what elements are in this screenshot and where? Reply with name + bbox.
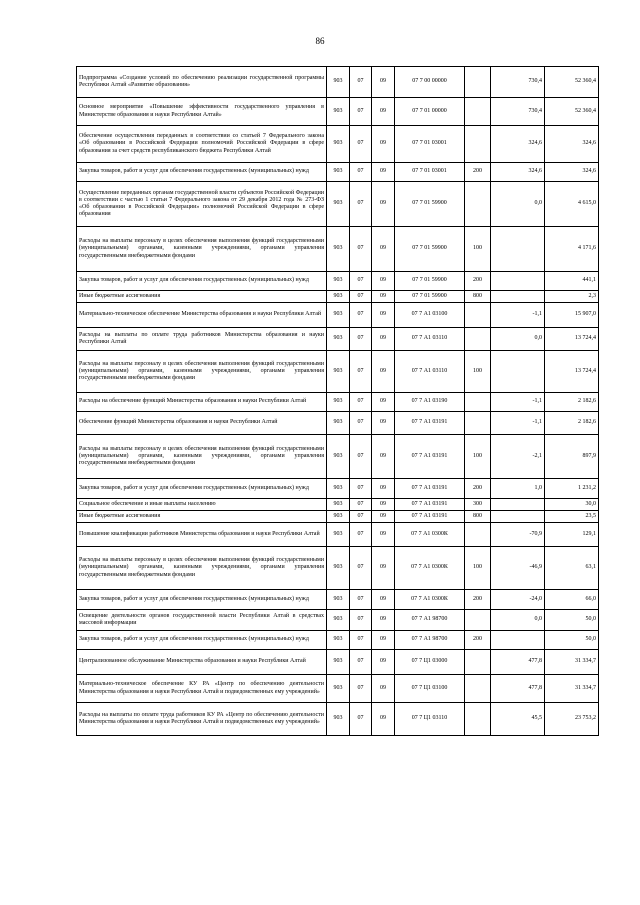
cell-change bbox=[491, 631, 545, 650]
cell-subsection: 09 bbox=[372, 412, 395, 435]
cell-target-article: 07 7 Ц1 03100 bbox=[395, 675, 465, 703]
cell-expense-type: 800 bbox=[465, 511, 491, 523]
cell-name: Освещение деятельности органов государственной власти Республики Алтай в средствах массовой информации bbox=[77, 610, 327, 631]
cell-expense-type: 100 bbox=[465, 227, 491, 272]
cell-grbs: 903 bbox=[327, 98, 350, 126]
cell-grbs: 903 bbox=[327, 272, 350, 291]
cell-grbs: 903 bbox=[327, 479, 350, 499]
table-row bbox=[77, 272, 599, 291]
cell-section: 07 bbox=[350, 547, 372, 590]
cell-section: 07 bbox=[350, 98, 372, 126]
table-row bbox=[77, 351, 599, 393]
cell-subsection: 09 bbox=[372, 227, 395, 272]
table-row bbox=[77, 303, 599, 328]
cell-total: 129,1 bbox=[545, 523, 599, 547]
cell-name: Расходы на выплаты по оплате труда работников Министерства образования и науки Республики Алтай bbox=[77, 328, 327, 351]
table-row bbox=[77, 610, 599, 631]
cell-target-article: 07 7 А1 98700 bbox=[395, 631, 465, 650]
cell-section: 07 bbox=[350, 511, 372, 523]
cell-section: 07 bbox=[350, 393, 372, 412]
cell-grbs: 903 bbox=[327, 351, 350, 393]
cell-total: 2 182,6 bbox=[545, 412, 599, 435]
cell-expense-type: 200 bbox=[465, 631, 491, 650]
cell-target-article: 07 7 А1 03191 bbox=[395, 511, 465, 523]
cell-total: 52 360,4 bbox=[545, 67, 599, 98]
cell-subsection: 09 bbox=[372, 675, 395, 703]
cell-target-article: 07 7 А1 98700 bbox=[395, 610, 465, 631]
cell-section: 07 bbox=[350, 523, 372, 547]
cell-expense-type: 100 bbox=[465, 547, 491, 590]
cell-subsection: 09 bbox=[372, 703, 395, 736]
cell-target-article: 07 7 01 59900 bbox=[395, 291, 465, 303]
cell-section: 07 bbox=[350, 163, 372, 182]
cell-section: 07 bbox=[350, 182, 372, 227]
cell-grbs: 903 bbox=[327, 393, 350, 412]
cell-change bbox=[491, 511, 545, 523]
cell-section: 07 bbox=[350, 650, 372, 675]
cell-change: -70,9 bbox=[491, 523, 545, 547]
cell-total: 23 753,2 bbox=[545, 703, 599, 736]
cell-subsection: 09 bbox=[372, 499, 395, 511]
table-row bbox=[77, 590, 599, 610]
cell-expense-type: 100 bbox=[465, 351, 491, 393]
cell-total: 897,9 bbox=[545, 435, 599, 479]
cell-target-article: 07 7 00 00000 bbox=[395, 67, 465, 98]
cell-name: Материально-техническое обеспечение Министерства образования и науки Республики Алтай bbox=[77, 303, 327, 328]
cell-change: 477,8 bbox=[491, 650, 545, 675]
cell-change: -24,0 bbox=[491, 590, 545, 610]
cell-name: Расходы на обеспечение функций Министерства образования и науки Республики Алтай bbox=[77, 393, 327, 412]
cell-subsection: 09 bbox=[372, 182, 395, 227]
cell-total: 2,3 bbox=[545, 291, 599, 303]
cell-expense-type: 100 bbox=[465, 435, 491, 479]
cell-name: Расходы на выплаты персоналу в целях обеспечения выполнения функций государственными (муниципальными) органами, казенными учреждениями, органами управления государственными внебюджетными фондами bbox=[77, 435, 327, 479]
cell-section: 07 bbox=[350, 435, 372, 479]
cell-expense-type bbox=[465, 412, 491, 435]
cell-section: 07 bbox=[350, 479, 372, 499]
cell-total: 66,0 bbox=[545, 590, 599, 610]
cell-change: -46,9 bbox=[491, 547, 545, 590]
cell-expense-type bbox=[465, 328, 491, 351]
cell-total: 13 724,4 bbox=[545, 328, 599, 351]
table-row bbox=[77, 98, 599, 126]
cell-section: 07 bbox=[350, 351, 372, 393]
table-row bbox=[77, 393, 599, 412]
cell-target-article: 07 7 А1 03191 bbox=[395, 435, 465, 479]
table-row bbox=[77, 511, 599, 523]
cell-total: 13 724,4 bbox=[545, 351, 599, 393]
cell-target-article: 07 7 А1 03110 bbox=[395, 328, 465, 351]
cell-section: 07 bbox=[350, 328, 372, 351]
table-row bbox=[77, 675, 599, 703]
cell-change bbox=[491, 499, 545, 511]
table-row bbox=[77, 547, 599, 590]
table-row bbox=[77, 479, 599, 499]
cell-name: Закупка товаров, работ и услуг для обеспечения государственных (муниципальных) нужд bbox=[77, 479, 327, 499]
cell-total: 15 907,0 bbox=[545, 303, 599, 328]
cell-name: Обеспечение осуществления переданных в соответствии со статьей 7 Федерального закона «Об образовании в Российской Федерации полномочий Российской Федерации в сфере образования за счет средств республиканского бюджета Республики Алтай bbox=[77, 126, 327, 163]
cell-target-article: 07 7 01 00000 bbox=[395, 98, 465, 126]
cell-subsection: 09 bbox=[372, 98, 395, 126]
cell-name: Расходы на выплаты персоналу в целях обеспечения выполнения функций государственными (муниципальными) органами, казенными учреждениями, органами управления государственными внебюджетными фондами bbox=[77, 227, 327, 272]
table-row bbox=[77, 328, 599, 351]
cell-change: 730,4 bbox=[491, 67, 545, 98]
cell-expense-type bbox=[465, 98, 491, 126]
cell-change: 730,4 bbox=[491, 98, 545, 126]
cell-section: 07 bbox=[350, 291, 372, 303]
cell-expense-type bbox=[465, 703, 491, 736]
cell-expense-type: 300 bbox=[465, 499, 491, 511]
cell-change: -2,1 bbox=[491, 435, 545, 479]
cell-total: 31 334,7 bbox=[545, 675, 599, 703]
cell-grbs: 903 bbox=[327, 590, 350, 610]
cell-name: Обеспечение функций Министерства образования и науки Республики Алтай bbox=[77, 412, 327, 435]
cell-section: 07 bbox=[350, 227, 372, 272]
cell-grbs: 903 bbox=[327, 610, 350, 631]
cell-subsection: 09 bbox=[372, 351, 395, 393]
cell-grbs: 903 bbox=[327, 328, 350, 351]
table-row bbox=[77, 631, 599, 650]
cell-target-article: 07 7 А1 03191 bbox=[395, 412, 465, 435]
cell-section: 07 bbox=[350, 412, 372, 435]
cell-name: Повышение квалификации работников Министерства образования и науки Республики Алтай bbox=[77, 523, 327, 547]
cell-name: Закупка товаров, работ и услуг для обеспечения государственных (муниципальных) нужд bbox=[77, 163, 327, 182]
cell-total: 324,6 bbox=[545, 126, 599, 163]
cell-target-article: 07 7 А1 0300К bbox=[395, 547, 465, 590]
cell-section: 07 bbox=[350, 67, 372, 98]
cell-expense-type: 200 bbox=[465, 163, 491, 182]
cell-grbs: 903 bbox=[327, 523, 350, 547]
cell-target-article: 07 7 А1 0300К bbox=[395, 590, 465, 610]
cell-change bbox=[491, 351, 545, 393]
cell-section: 07 bbox=[350, 631, 372, 650]
table-row bbox=[77, 650, 599, 675]
table-row bbox=[77, 435, 599, 479]
cell-expense-type: 200 bbox=[465, 479, 491, 499]
cell-name: Закупка товаров, работ и услуг для обеспечения государственных (муниципальных) нужд bbox=[77, 272, 327, 291]
cell-target-article: 07 7 Ц1 03000 bbox=[395, 650, 465, 675]
cell-change: 0,0 bbox=[491, 182, 545, 227]
cell-subsection: 09 bbox=[372, 272, 395, 291]
cell-subsection: 09 bbox=[372, 328, 395, 351]
cell-subsection: 09 bbox=[372, 479, 395, 499]
cell-total: 31 334,7 bbox=[545, 650, 599, 675]
cell-expense-type bbox=[465, 182, 491, 227]
table-row bbox=[77, 291, 599, 303]
cell-total: 30,0 bbox=[545, 499, 599, 511]
cell-expense-type: 200 bbox=[465, 590, 491, 610]
cell-target-article: 07 7 А1 03110 bbox=[395, 351, 465, 393]
cell-total: 324,6 bbox=[545, 163, 599, 182]
cell-name: Расходы на выплаты по оплате труда работников КУ РА «Центр по обеспечению деятельности Министерства образования и науки Республики Алтай и подведомственных ему учреждений» bbox=[77, 703, 327, 736]
cell-total: 52 360,4 bbox=[545, 98, 599, 126]
cell-name: Подпрограмма «Создание условий по обеспечению реализации государственной программы Республики Алтай «Развитие образования» bbox=[77, 67, 327, 98]
cell-change bbox=[491, 227, 545, 272]
cell-expense-type bbox=[465, 675, 491, 703]
cell-grbs: 903 bbox=[327, 163, 350, 182]
cell-section: 07 bbox=[350, 499, 372, 511]
cell-subsection: 09 bbox=[372, 523, 395, 547]
cell-expense-type bbox=[465, 650, 491, 675]
cell-change: -1,1 bbox=[491, 303, 545, 328]
cell-subsection: 09 bbox=[372, 547, 395, 590]
cell-subsection: 09 bbox=[372, 393, 395, 412]
cell-grbs: 903 bbox=[327, 291, 350, 303]
cell-name: Закупка товаров, работ и услуг для обеспечения государственных (муниципальных) нужд bbox=[77, 631, 327, 650]
cell-expense-type bbox=[465, 393, 491, 412]
cell-total: 441,1 bbox=[545, 272, 599, 291]
cell-section: 07 bbox=[350, 126, 372, 163]
cell-name: Социальное обеспечение и иные выплаты населению bbox=[77, 499, 327, 511]
cell-name: Осуществление переданных органам государственной власти субъектов Российской Федерации в соответствии с частью 1 статьи 7 Федерального закона от 29 декабря 2012 года № 273-ФЗ «Об образовании в Российской Федерации» полномочий Российской Федерации в сфере образования bbox=[77, 182, 327, 227]
cell-section: 07 bbox=[350, 590, 372, 610]
cell-name: Закупка товаров, работ и услуг для обеспечения государственных (муниципальных) нужд bbox=[77, 590, 327, 610]
table-row bbox=[77, 703, 599, 736]
cell-change: 1,0 bbox=[491, 479, 545, 499]
cell-target-article: 07 7 А1 03191 bbox=[395, 499, 465, 511]
cell-subsection: 09 bbox=[372, 610, 395, 631]
cell-target-article: 07 7 А1 03100 bbox=[395, 303, 465, 328]
cell-target-article: 07 7 01 59900 bbox=[395, 182, 465, 227]
cell-target-article: 07 7 01 59900 bbox=[395, 272, 465, 291]
cell-total: 1 231,2 bbox=[545, 479, 599, 499]
cell-grbs: 903 bbox=[327, 631, 350, 650]
table-row bbox=[77, 126, 599, 163]
cell-grbs: 903 bbox=[327, 182, 350, 227]
cell-section: 07 bbox=[350, 675, 372, 703]
cell-section: 07 bbox=[350, 703, 372, 736]
cell-target-article: 07 7 01 03001 bbox=[395, 126, 465, 163]
table-row bbox=[77, 67, 599, 98]
cell-total: 63,1 bbox=[545, 547, 599, 590]
cell-subsection: 09 bbox=[372, 435, 395, 479]
cell-change: 324,6 bbox=[491, 163, 545, 182]
cell-subsection: 09 bbox=[372, 163, 395, 182]
page-number: 86 bbox=[315, 36, 325, 46]
cell-target-article: 07 7 А1 03190 bbox=[395, 393, 465, 412]
cell-grbs: 903 bbox=[327, 547, 350, 590]
cell-section: 07 bbox=[350, 610, 372, 631]
cell-name: Основное мероприятие «Повышение эффективности государственного управления в Министерстве образования и науки Республики Алтай» bbox=[77, 98, 327, 126]
cell-change bbox=[491, 272, 545, 291]
cell-expense-type: 800 bbox=[465, 291, 491, 303]
cell-change: 477,8 bbox=[491, 675, 545, 703]
cell-subsection: 09 bbox=[372, 67, 395, 98]
cell-grbs: 903 bbox=[327, 675, 350, 703]
table-row bbox=[77, 523, 599, 547]
cell-name: Расходы на выплаты персоналу в целях обеспечения выполнения функций государственными (муниципальными) органами, казенными учреждениями, органами управления государственными внебюджетными фондами bbox=[77, 351, 327, 393]
cell-expense-type bbox=[465, 303, 491, 328]
cell-change bbox=[491, 291, 545, 303]
cell-grbs: 903 bbox=[327, 303, 350, 328]
table-row bbox=[77, 499, 599, 511]
cell-name: Иные бюджетные ассигнования bbox=[77, 511, 327, 523]
cell-expense-type bbox=[465, 610, 491, 631]
cell-section: 07 bbox=[350, 272, 372, 291]
cell-expense-type bbox=[465, 126, 491, 163]
budget-table bbox=[76, 66, 599, 736]
cell-subsection: 09 bbox=[372, 126, 395, 163]
cell-expense-type bbox=[465, 67, 491, 98]
cell-name: Материально-техническое обеспечение КУ РА «Центр по обеспечению деятельности Министерства образования и науки Республики Алтай и подведомственных ему учреждений» bbox=[77, 675, 327, 703]
table-row bbox=[77, 412, 599, 435]
cell-subsection: 09 bbox=[372, 291, 395, 303]
cell-expense-type: 200 bbox=[465, 272, 491, 291]
cell-total: 4 171,6 bbox=[545, 227, 599, 272]
cell-total: 50,0 bbox=[545, 631, 599, 650]
cell-grbs: 903 bbox=[327, 511, 350, 523]
cell-target-article: 07 7 А1 03191 bbox=[395, 479, 465, 499]
cell-grbs: 903 bbox=[327, 703, 350, 736]
cell-subsection: 09 bbox=[372, 631, 395, 650]
cell-grbs: 903 bbox=[327, 435, 350, 479]
cell-grbs: 903 bbox=[327, 227, 350, 272]
cell-name: Централизованное обслуживание Министерства образования и науки Республики Алтай bbox=[77, 650, 327, 675]
cell-grbs: 903 bbox=[327, 412, 350, 435]
cell-total: 23,5 bbox=[545, 511, 599, 523]
cell-section: 07 bbox=[350, 303, 372, 328]
cell-subsection: 09 bbox=[372, 511, 395, 523]
cell-name: Расходы на выплаты персоналу в целях обеспечения выполнения функций государственными (муниципальными) органами, казенными учреждениями, органами управления государственными внебюджетными фондами bbox=[77, 547, 327, 590]
cell-target-article: 07 7 01 59900 bbox=[395, 227, 465, 272]
cell-change: -1,1 bbox=[491, 412, 545, 435]
cell-subsection: 09 bbox=[372, 303, 395, 328]
cell-target-article: 07 7 А1 0300К bbox=[395, 523, 465, 547]
cell-total: 4 615,0 bbox=[545, 182, 599, 227]
table-row bbox=[77, 182, 599, 227]
cell-change: -1,1 bbox=[491, 393, 545, 412]
cell-total: 50,0 bbox=[545, 610, 599, 631]
cell-target-article: 07 7 01 03001 bbox=[395, 163, 465, 182]
cell-change: 45,5 bbox=[491, 703, 545, 736]
cell-change: 0,0 bbox=[491, 610, 545, 631]
cell-subsection: 09 bbox=[372, 590, 395, 610]
cell-name: Иные бюджетные ассигнования bbox=[77, 291, 327, 303]
cell-expense-type bbox=[465, 523, 491, 547]
cell-change: 324,6 bbox=[491, 126, 545, 163]
cell-target-article: 07 7 Ц1 03110 bbox=[395, 703, 465, 736]
table-row bbox=[77, 163, 599, 182]
table-row bbox=[77, 227, 599, 272]
cell-grbs: 903 bbox=[327, 499, 350, 511]
cell-total: 2 182,6 bbox=[545, 393, 599, 412]
cell-change: 0,0 bbox=[491, 328, 545, 351]
cell-grbs: 903 bbox=[327, 126, 350, 163]
cell-subsection: 09 bbox=[372, 650, 395, 675]
cell-grbs: 903 bbox=[327, 67, 350, 98]
cell-grbs: 903 bbox=[327, 650, 350, 675]
